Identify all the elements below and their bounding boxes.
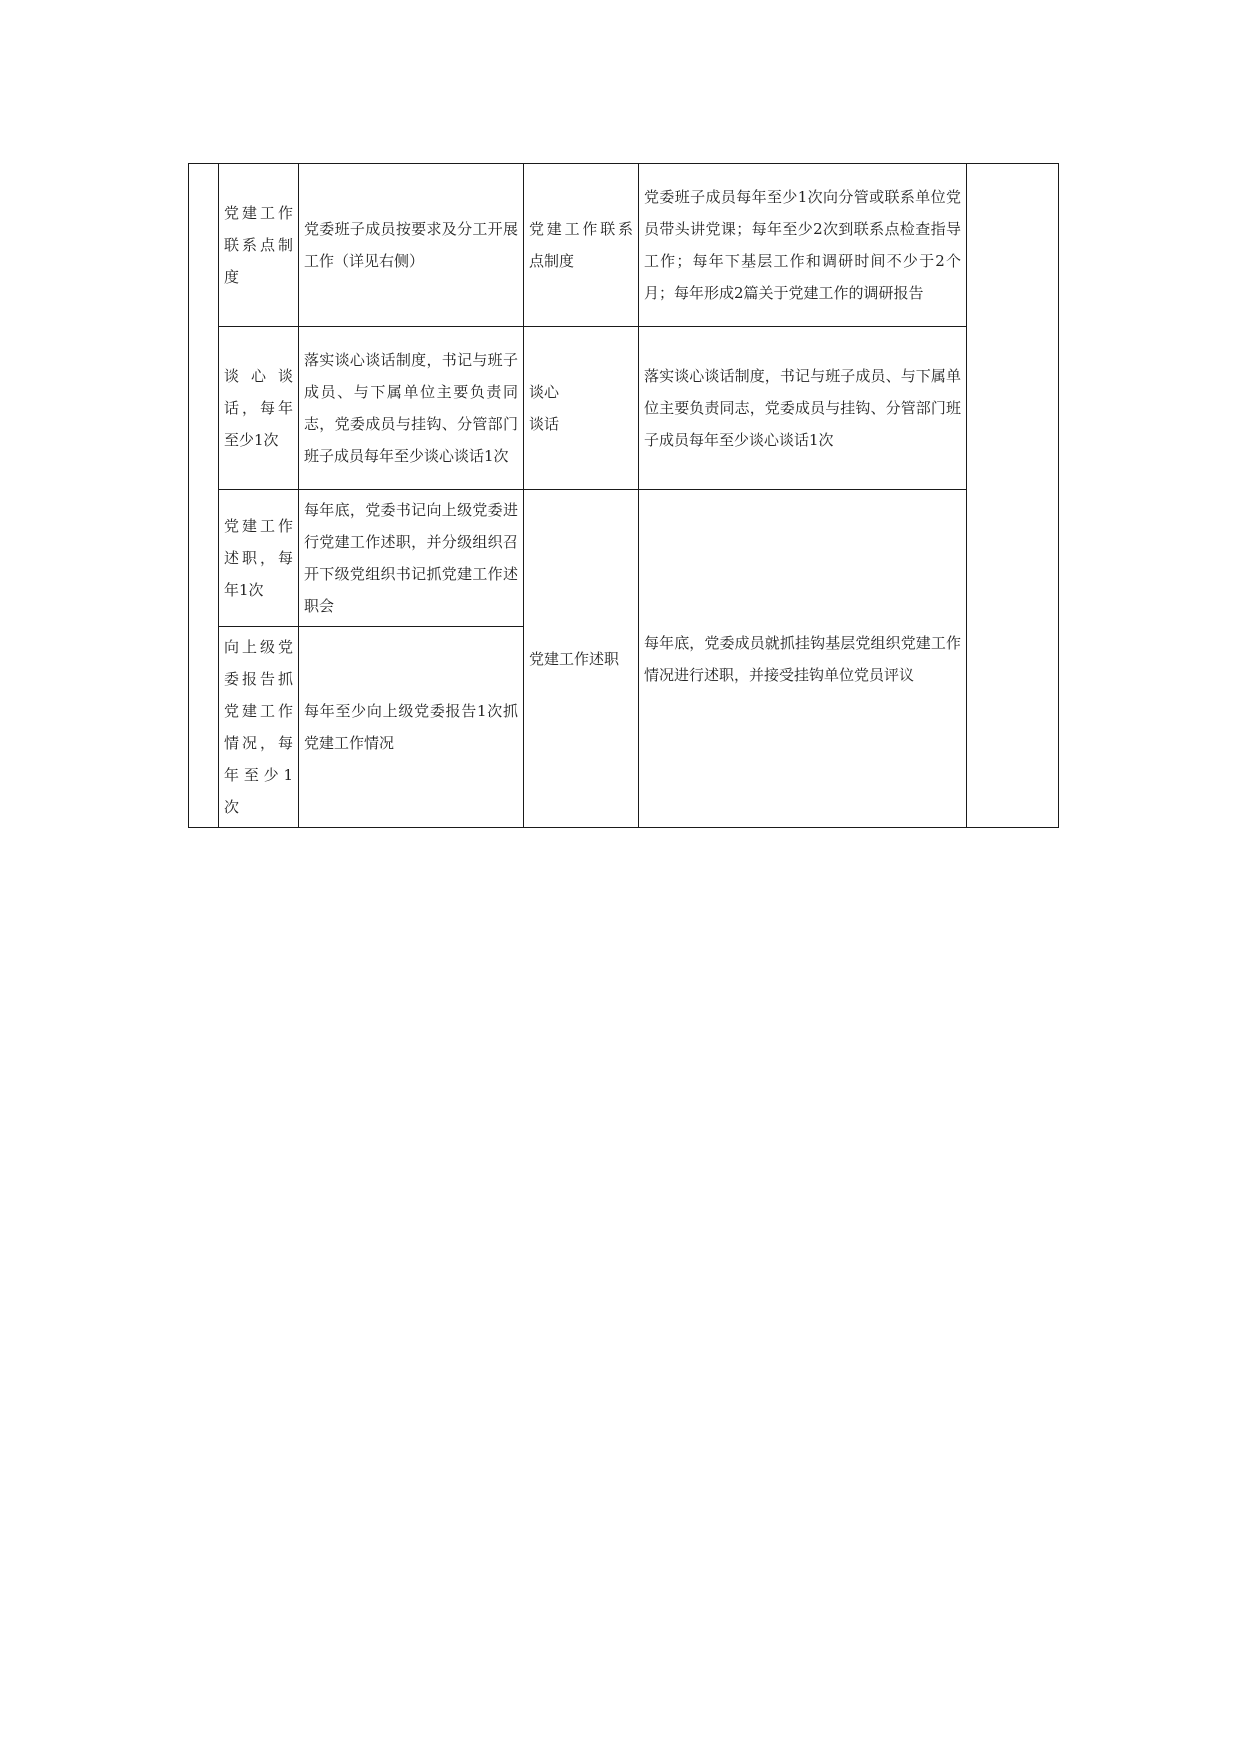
detail-cell bbox=[639, 490, 967, 828]
category-text: 谈心 谈话 bbox=[529, 383, 560, 433]
category-cell bbox=[524, 490, 639, 828]
requirements-table bbox=[188, 163, 1059, 828]
table-row bbox=[189, 164, 1059, 327]
detail-text: 每年底，党委成员就抓挂钩基层党组织党建工作情况进行述职，并接受挂钩单位党员评议 bbox=[644, 633, 961, 684]
category-cell bbox=[524, 327, 639, 490]
requirement-cell bbox=[299, 490, 524, 627]
detail-text: 落实谈心谈话制度，书记与班子成员、与下属单位主要负责同志，党委成员与挂钩、分管部门班子成员每年至少谈心谈话1次 bbox=[644, 367, 961, 449]
left-blank-cell bbox=[189, 164, 219, 828]
category-text: 党建工作联系点制度 bbox=[529, 220, 633, 270]
detail-text: 党委班子成员每年至少1次向分管或联系单位党员带头讲党课；每年至少2次到联系点检查指导工作；每年下基层工作和调研时间不少于2个月；每年形成2篇关于党建工作的调研报告 bbox=[644, 188, 961, 302]
item-text: 党建工作联系点制度 bbox=[224, 204, 293, 286]
requirement-cell bbox=[299, 164, 524, 327]
category-text: 党建工作述职 bbox=[529, 649, 620, 668]
item-text: 向上级党委报告抓党建工作情况，每年至少1次 bbox=[224, 638, 293, 816]
item-cell bbox=[219, 164, 299, 327]
right-blank-cell bbox=[967, 164, 1059, 828]
detail-cell bbox=[639, 164, 967, 327]
table-row bbox=[189, 327, 1059, 490]
requirement-text: 每年底，党委书记向上级党委进行党建工作述职，并分级组织召开下级党组织书记抓党建工作述职会 bbox=[304, 501, 518, 615]
requirement-cell bbox=[299, 627, 524, 828]
detail-cell bbox=[639, 327, 967, 490]
item-text: 党建工作述职，每年1次 bbox=[224, 517, 293, 599]
table-row bbox=[189, 490, 1059, 627]
requirement-text: 党委班子成员按要求及分工开展工作（详见右侧） bbox=[304, 220, 518, 270]
item-cell bbox=[219, 627, 299, 828]
category-cell bbox=[524, 164, 639, 327]
item-cell bbox=[219, 490, 299, 627]
requirement-text: 每年至少向上级党委报告1次抓党建工作情况 bbox=[304, 702, 518, 752]
item-cell bbox=[219, 327, 299, 490]
requirement-text: 落实谈心谈话制度，书记与班子成员、与下属单位主要负责同志，党委成员与挂钩、分管部门班子成员每年至少谈心谈话1次 bbox=[304, 351, 518, 465]
requirement-cell bbox=[299, 327, 524, 490]
item-text: 谈心谈话，每年至少1次 bbox=[224, 367, 293, 449]
